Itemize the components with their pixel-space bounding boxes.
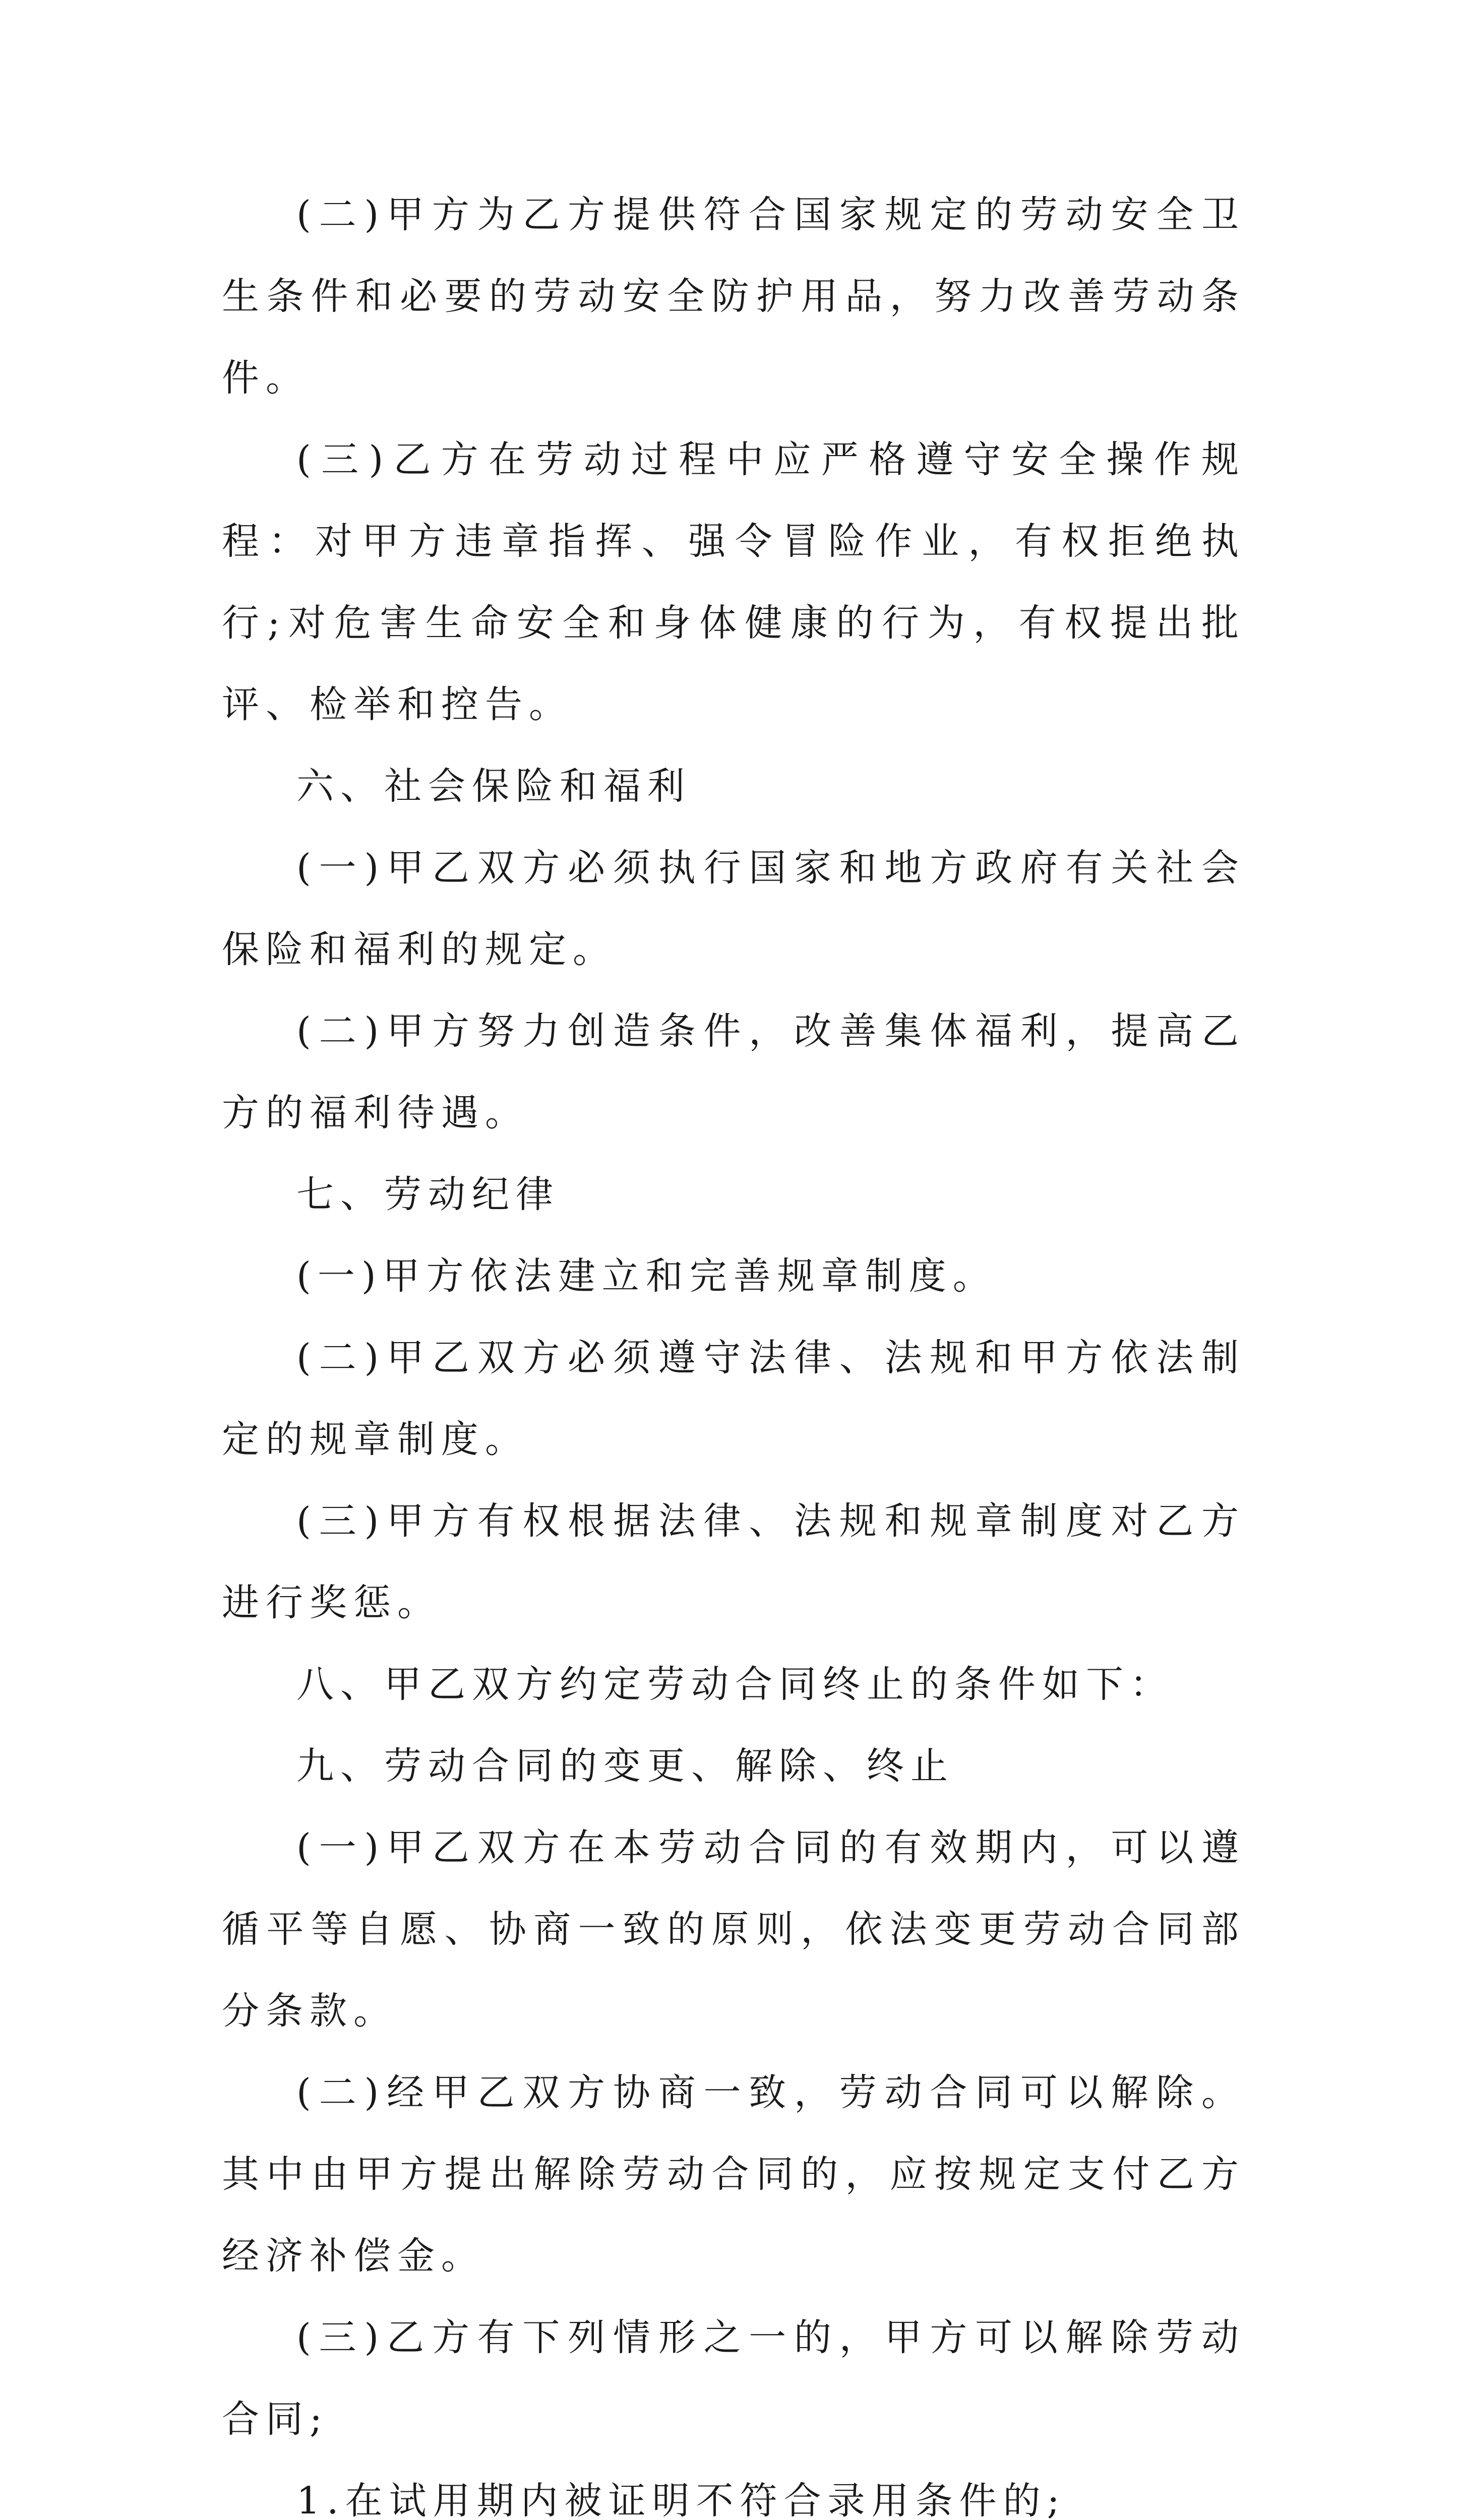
- clause-2-welfare: (二)甲方努力创造条件，改善集体福利，提高乙方的福利待遇。: [222, 1010, 1245, 1135]
- clause-3-safety-rules: (三)乙方在劳动过程中应严格遵守安全操作规程：对甲方违章指挥、强令冒险作业，有权拒绝执行;对危害生命安全和身体健康的行为，有权提出批评、检举和控告。: [222, 438, 1245, 726]
- clause-3-rewards-penalties: (三)甲方有权根据法律、法规和规章制度对乙方进行奖惩。: [222, 1499, 1245, 1624]
- clause-1-rules-system: (一)甲方依法建立和完善规章制度。: [296, 1254, 997, 1298]
- clause-2-comply-rules: (二)甲乙双方必须遵守法律、法规和甲方依法制定的规章制度。: [222, 1336, 1245, 1461]
- section-heading-labor-discipline: 七、劳动纪律: [296, 1173, 560, 1216]
- clause-1-change-terms: (一)甲乙双方在本劳动合同的有效期内，可以遵循平等自愿、协商一致的原则，依法变更劳动合同部分条款。: [222, 1826, 1245, 2033]
- section-heading-change-rescind-terminate: 九、劳动合同的变更、解除、终止: [296, 1744, 954, 1788]
- section-heading-social-insurance: 六、社会保险和福利: [296, 765, 691, 808]
- section-heading-termination-conditions: 八、甲乙双方约定劳动合同终止的条件如下：: [296, 1663, 1174, 1706]
- clause-3-employer-rescission: (三)乙方有下列情形之一的，甲方可以解除劳动合同;: [222, 2316, 1245, 2441]
- item-1-probation: 1.在试用期内被证明不符合录用条件的;: [296, 2479, 1066, 2520]
- clause-1-social-insurance: (一)甲乙双方必须执行国家和地方政府有关社会保险和福利的规定。: [222, 846, 1245, 971]
- clause-2-mutual-rescission: (二)经甲乙双方协商一致，劳动合同可以解除。其中由甲方提出解除劳动合同的，应按规定支付乙方经济补偿金。: [222, 2071, 1245, 2278]
- clause-2-labor-safety-conditions: (二)甲方为乙方提供符合国家规定的劳动安全卫生条件和必要的劳动安全防护用品，努力改善劳动条件。: [222, 193, 1245, 400]
- document-body: [222, 174, 1245, 2520]
